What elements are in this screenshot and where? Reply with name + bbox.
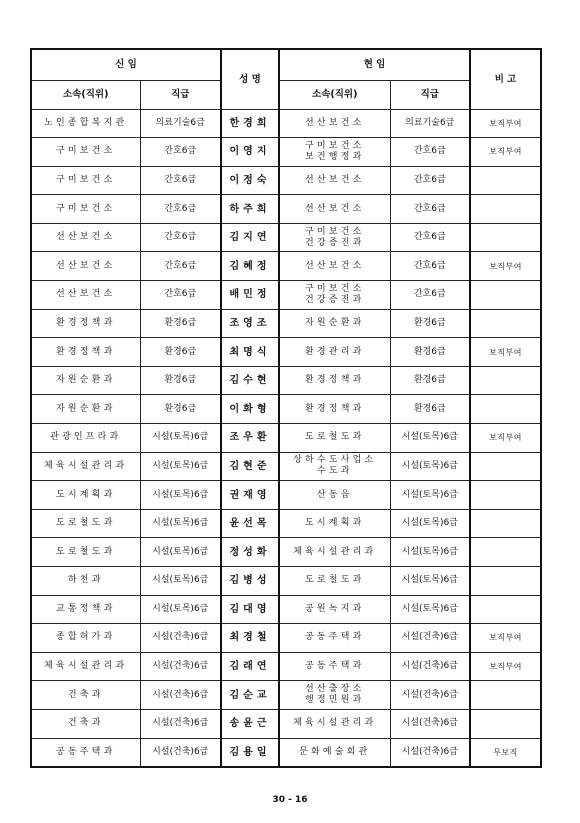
current-org-cell — [279, 138, 390, 167]
name-cell: 김수현 — [221, 366, 279, 395]
table-body — [31, 109, 541, 767]
name-cell: 김대영 — [221, 595, 279, 624]
note-cell: 보직부여 — [470, 338, 541, 367]
note-cell — [470, 223, 541, 252]
new-grade-cell: 간호6급 — [140, 195, 221, 224]
current-org-cell — [279, 281, 390, 310]
new-grade-cell: 간호6급 — [140, 281, 221, 310]
new-grade-cell: 간호6급 — [140, 166, 221, 195]
name-cell: 김병성 — [221, 567, 279, 596]
name-cell: 김혜정 — [221, 252, 279, 281]
name-cell: 정성화 — [221, 538, 279, 567]
current-org-cell — [279, 109, 390, 138]
note-cell — [470, 595, 541, 624]
current-org-line: 자원순환과 — [305, 317, 365, 328]
new-org-cell: 건축과 — [31, 709, 140, 738]
new-grade-cell: 시설(건축)6급 — [140, 624, 221, 653]
current-org-line: 선산출장소 — [305, 684, 365, 695]
header-row-2 — [31, 80, 541, 109]
new-grade-cell: 환경6급 — [140, 366, 221, 395]
new-grade-cell: 간호6급 — [140, 138, 221, 167]
new-org-cell: 체육시설관리과 — [31, 452, 140, 481]
current-org-line: 행정민원과 — [305, 695, 365, 706]
name-cell: 하주희 — [221, 195, 279, 224]
current-org-line: 공동주택과 — [305, 661, 365, 672]
note-cell — [470, 395, 541, 424]
current-org-line: 환경정책과 — [305, 375, 365, 386]
current-grade-cell: 환경6급 — [390, 338, 470, 367]
new-org-cell: 구미보건소 — [31, 138, 140, 167]
note-cell: 보직부여 — [470, 252, 541, 281]
name-cell: 김용일 — [221, 738, 279, 767]
current-org-line: 수도과 — [316, 466, 353, 477]
current-org-line: 공동주택과 — [305, 632, 365, 643]
current-org-header: 소속(직위) — [279, 80, 390, 109]
current-org-cell — [279, 195, 390, 224]
current-org-cell — [279, 166, 390, 195]
table-row — [31, 738, 541, 767]
note-cell — [470, 452, 541, 481]
current-org-cell — [279, 567, 390, 596]
note-cell — [470, 709, 541, 738]
current-org-line: 상하수도사업소 — [293, 455, 377, 466]
new-org-cell: 체육시설관리과 — [31, 652, 140, 681]
new-grade-cell: 간호6급 — [140, 252, 221, 281]
name-cell: 이정숙 — [221, 166, 279, 195]
note-cell — [470, 567, 541, 596]
note-header: 비 고 — [470, 49, 541, 109]
name-cell: 권재영 — [221, 481, 279, 510]
name-cell: 김래연 — [221, 652, 279, 681]
new-org-cell: 하천과 — [31, 567, 140, 596]
new-org-cell: 종합허가과 — [31, 624, 140, 653]
note-cell: 보직부여 — [470, 424, 541, 453]
note-cell — [470, 195, 541, 224]
new-grade-cell: 의료기술6급 — [140, 109, 221, 138]
name-cell: 김지연 — [221, 223, 279, 252]
current-org-cell — [279, 252, 390, 281]
note-cell — [470, 538, 541, 567]
current-grade-cell: 환경6급 — [390, 366, 470, 395]
current-org-cell — [279, 452, 390, 481]
current-org-cell — [279, 223, 390, 252]
current-grade-header: 직급 — [390, 80, 470, 109]
note-cell — [470, 166, 541, 195]
table-row — [31, 309, 541, 338]
current-org-line: 산동읍 — [316, 489, 353, 500]
current-org-cell — [279, 681, 390, 710]
current-grade-cell: 간호6급 — [390, 195, 470, 224]
current-org-cell — [279, 481, 390, 510]
personnel-table — [30, 48, 542, 768]
name-cell: 최명식 — [221, 338, 279, 367]
table-row — [31, 624, 541, 653]
note-cell: 보직부여 — [470, 138, 541, 167]
current-org-line: 체육시설관리과 — [293, 718, 377, 729]
name-cell: 김순교 — [221, 681, 279, 710]
table-row — [31, 281, 541, 310]
new-org-cell: 관광인프라과 — [31, 424, 140, 453]
note-cell: 보직부여 — [470, 624, 541, 653]
current-org-cell — [279, 538, 390, 567]
current-assignment-header: 현 임 — [279, 49, 470, 80]
table-row — [31, 567, 541, 596]
table-row — [31, 709, 541, 738]
page-number: 30 - 16 — [272, 795, 308, 805]
new-org-cell: 선산보건소 — [31, 223, 140, 252]
current-org-line: 도로철도과 — [305, 432, 365, 443]
current-grade-cell: 시설(토목)6급 — [390, 538, 470, 567]
new-org-cell: 환경정책과 — [31, 309, 140, 338]
new-assignment-header: 신 임 — [31, 49, 221, 80]
current-org-line: 구미보건소 — [305, 226, 365, 237]
current-org-cell — [279, 595, 390, 624]
new-org-cell: 도로철도과 — [31, 538, 140, 567]
new-grade-cell: 시설(토목)6급 — [140, 538, 221, 567]
current-org-line: 도로철도과 — [305, 575, 365, 586]
current-org-line: 선산보건소 — [305, 174, 365, 185]
current-org-line: 구미보건소 — [305, 140, 365, 151]
name-cell: 윤선목 — [221, 509, 279, 538]
name-cell: 최경철 — [221, 624, 279, 653]
new-org-cell: 구미보건소 — [31, 195, 140, 224]
current-grade-cell: 환경6급 — [390, 395, 470, 424]
current-org-cell — [279, 366, 390, 395]
current-org-cell — [279, 395, 390, 424]
table-row — [31, 452, 541, 481]
note-cell — [470, 681, 541, 710]
current-org-line: 선산보건소 — [305, 203, 365, 214]
current-grade-cell: 시설(토목)6급 — [390, 452, 470, 481]
header-row-1 — [31, 49, 541, 80]
table-row — [31, 109, 541, 138]
current-grade-cell: 시설(토목)6급 — [390, 509, 470, 538]
current-grade-cell: 시설(건축)6급 — [390, 738, 470, 767]
table-row — [31, 195, 541, 224]
current-org-cell — [279, 738, 390, 767]
name-header: 성 명 — [221, 49, 279, 109]
current-grade-cell: 간호6급 — [390, 138, 470, 167]
new-grade-cell: 시설(토목)6급 — [140, 481, 221, 510]
note-cell — [470, 309, 541, 338]
table-row — [31, 424, 541, 453]
table-row — [31, 509, 541, 538]
current-org-line: 공원녹지과 — [305, 603, 365, 614]
table-row — [31, 481, 541, 510]
current-org-line: 문화예술회관 — [299, 746, 371, 757]
current-org-line: 선산보건소 — [305, 260, 365, 271]
new-org-cell: 건축과 — [31, 681, 140, 710]
new-org-cell: 자원순환과 — [31, 366, 140, 395]
note-cell — [470, 481, 541, 510]
new-org-cell: 선산보건소 — [31, 281, 140, 310]
note-cell: 보직부여 — [470, 652, 541, 681]
current-org-line: 환경관리과 — [305, 346, 365, 357]
current-org-cell — [279, 338, 390, 367]
new-org-cell: 자원순환과 — [31, 395, 140, 424]
note-cell — [470, 281, 541, 310]
table-row — [31, 138, 541, 167]
current-org-line: 건강증진과 — [305, 294, 365, 305]
name-cell: 송윤근 — [221, 709, 279, 738]
table-row — [31, 538, 541, 567]
name-cell: 조영조 — [221, 309, 279, 338]
table-row — [31, 595, 541, 624]
new-grade-cell: 시설(건축)6급 — [140, 738, 221, 767]
current-org-cell — [279, 509, 390, 538]
new-grade-cell: 시설(건축)6급 — [140, 681, 221, 710]
new-org-cell: 노인종합복지관 — [31, 109, 140, 138]
current-org-cell — [279, 624, 390, 653]
current-org-line: 도시계획과 — [305, 518, 365, 529]
new-grade-cell: 시설(토목)6급 — [140, 509, 221, 538]
new-grade-header: 직급 — [140, 80, 221, 109]
new-grade-cell: 환경6급 — [140, 338, 221, 367]
current-grade-cell: 간호6급 — [390, 252, 470, 281]
note-cell: 무보직 — [470, 738, 541, 767]
new-grade-cell: 시설(건축)6급 — [140, 652, 221, 681]
current-org-line: 체육시설관리과 — [293, 546, 377, 557]
new-org-cell: 도로철도과 — [31, 509, 140, 538]
table-row — [31, 652, 541, 681]
name-cell: 조우환 — [221, 424, 279, 453]
new-org-cell: 구미보건소 — [31, 166, 140, 195]
name-cell: 한경희 — [221, 109, 279, 138]
name-cell: 김현준 — [221, 452, 279, 481]
new-grade-cell: 시설(토목)6급 — [140, 595, 221, 624]
current-grade-cell: 시설(토목)6급 — [390, 481, 470, 510]
current-grade-cell: 시설(토목)6급 — [390, 424, 470, 453]
new-grade-cell: 시설(건축)6급 — [140, 709, 221, 738]
current-org-line: 구미보건소 — [305, 283, 365, 294]
new-grade-cell: 시설(토목)6급 — [140, 452, 221, 481]
new-org-cell: 도시계획과 — [31, 481, 140, 510]
new-grade-cell: 간호6급 — [140, 223, 221, 252]
table-row — [31, 681, 541, 710]
name-cell: 이영지 — [221, 138, 279, 167]
current-org-line: 환경정책과 — [305, 403, 365, 414]
current-grade-cell: 의료기술6급 — [390, 109, 470, 138]
current-grade-cell: 시설(토목)6급 — [390, 595, 470, 624]
current-grade-cell: 시설(토목)6급 — [390, 567, 470, 596]
current-grade-cell: 간호6급 — [390, 166, 470, 195]
current-org-cell — [279, 709, 390, 738]
current-org-line: 건강증진과 — [305, 237, 365, 248]
table-row — [31, 338, 541, 367]
new-org-cell: 선산보건소 — [31, 252, 140, 281]
table-row — [31, 395, 541, 424]
new-org-cell: 환경정책과 — [31, 338, 140, 367]
new-grade-cell: 환경6급 — [140, 395, 221, 424]
note-cell — [470, 366, 541, 395]
note-cell — [470, 509, 541, 538]
current-grade-cell: 간호6급 — [390, 223, 470, 252]
current-org-line: 선산보건소 — [305, 117, 365, 128]
table-row — [31, 252, 541, 281]
current-grade-cell: 시설(건축)6급 — [390, 624, 470, 653]
current-org-cell — [279, 652, 390, 681]
current-grade-cell: 시설(건축)6급 — [390, 681, 470, 710]
new-grade-cell: 시설(토목)6급 — [140, 424, 221, 453]
current-org-line: 보건행정과 — [305, 151, 365, 162]
new-grade-cell: 환경6급 — [140, 309, 221, 338]
current-grade-cell: 환경6급 — [390, 309, 470, 338]
new-org-cell: 교통정책과 — [31, 595, 140, 624]
current-org-cell — [279, 424, 390, 453]
table-row — [31, 166, 541, 195]
new-grade-cell: 시설(토목)6급 — [140, 567, 221, 596]
name-cell: 배민정 — [221, 281, 279, 310]
table-row — [31, 366, 541, 395]
current-grade-cell: 간호6급 — [390, 281, 470, 310]
current-org-cell — [279, 309, 390, 338]
current-grade-cell: 시설(건축)6급 — [390, 652, 470, 681]
name-cell: 이화형 — [221, 395, 279, 424]
table-row — [31, 223, 541, 252]
current-grade-cell: 시설(건축)6급 — [390, 709, 470, 738]
new-org-header: 소속(직위) — [31, 80, 140, 109]
new-org-cell: 공동주택과 — [31, 738, 140, 767]
note-cell: 보직부여 — [470, 109, 541, 138]
